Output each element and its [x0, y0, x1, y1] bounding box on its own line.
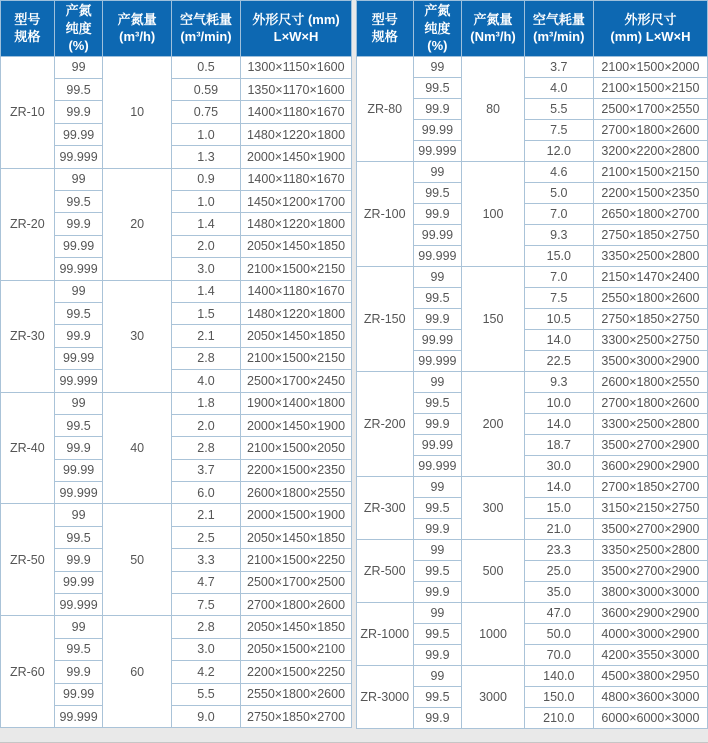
air-consumption-cell: 5.0: [524, 182, 593, 203]
air-consumption-cell: 35.0: [524, 581, 593, 602]
dimensions-cell: 4500×3800×2950: [593, 665, 707, 686]
dimensions-cell: 2600×1800×2550: [241, 482, 352, 504]
dimensions-cell: 2650×1800×2700: [593, 203, 707, 224]
air-consumption-cell: 1.8: [171, 392, 240, 414]
dimensions-cell: 6000×6000×3000: [593, 707, 707, 728]
dimensions-cell: 2100×1500×2150: [241, 347, 352, 369]
model-cell: ZR-300: [357, 476, 414, 539]
dimensions-cell: 1400×1180×1670: [241, 168, 352, 190]
output-cell: 3000: [462, 665, 524, 728]
dimensions-cell: 2700×1850×2700: [593, 476, 707, 497]
purity-cell: 99.9: [413, 518, 462, 539]
purity-cell: 99: [54, 280, 103, 302]
purity-cell: 99.999: [413, 455, 462, 476]
purity-cell: 99.99: [54, 571, 103, 593]
dimensions-cell: 4000×3000×2900: [593, 623, 707, 644]
dimensions-cell: 3600×2900×2900: [593, 602, 707, 623]
column-header: 产氮量 (m³/h): [103, 1, 171, 57]
purity-cell: 99.99: [54, 459, 103, 481]
model-cell: ZR-500: [357, 539, 414, 602]
table-row: [1, 616, 352, 638]
purity-cell: 99.5: [54, 302, 103, 324]
purity-cell: 99: [413, 266, 462, 287]
purity-cell: 99: [413, 602, 462, 623]
dimensions-cell: 2700×1800×2600: [593, 119, 707, 140]
air-consumption-cell: 7.5: [524, 287, 593, 308]
air-consumption-cell: 10.0: [524, 392, 593, 413]
dimensions-cell: 2200×1500×2350: [593, 182, 707, 203]
column-header: 空气耗量 (m³/min): [171, 1, 240, 57]
table-row: [357, 602, 708, 623]
purity-cell: 99.5: [54, 190, 103, 212]
dimensions-cell: 3500×3000×2900: [593, 350, 707, 371]
purity-cell: 99.9: [413, 644, 462, 665]
output-cell: 80: [462, 56, 524, 161]
dimensions-cell: 2700×1800×2600: [593, 392, 707, 413]
air-consumption-cell: 5.5: [171, 683, 240, 705]
air-consumption-cell: 4.2: [171, 661, 240, 683]
dimensions-cell: 2750×1850×2750: [593, 224, 707, 245]
dimensions-cell: 2550×1800×2600: [241, 683, 352, 705]
dimensions-cell: 2100×1500×2000: [593, 56, 707, 77]
purity-cell: 99: [413, 665, 462, 686]
dimensions-cell: 4800×3600×3000: [593, 686, 707, 707]
purity-cell: 99: [413, 371, 462, 392]
dimensions-cell: 3500×2700×2900: [593, 434, 707, 455]
output-cell: 60: [103, 616, 171, 728]
table-row: [1, 504, 352, 526]
air-consumption-cell: 7.0: [524, 203, 593, 224]
dimensions-cell: 1480×1220×1800: [241, 302, 352, 324]
dimensions-cell: 3500×2700×2900: [593, 560, 707, 581]
air-consumption-cell: 2.1: [171, 325, 240, 347]
air-consumption-cell: 25.0: [524, 560, 593, 581]
air-consumption-cell: 0.5: [171, 56, 240, 78]
purity-cell: 99: [413, 539, 462, 560]
air-consumption-cell: 5.5: [524, 98, 593, 119]
purity-cell: 99.999: [54, 705, 103, 727]
purity-cell: 99: [54, 616, 103, 638]
purity-cell: 99.99: [54, 123, 103, 145]
air-consumption-cell: 2.0: [171, 235, 240, 257]
table-row: [1, 280, 352, 302]
air-consumption-cell: 50.0: [524, 623, 593, 644]
purity-cell: 99.999: [54, 482, 103, 504]
purity-cell: 99: [413, 56, 462, 77]
purity-cell: 99.999: [54, 594, 103, 616]
air-consumption-cell: 4.0: [524, 77, 593, 98]
dimensions-cell: 4200×3550×3000: [593, 644, 707, 665]
air-consumption-cell: 10.5: [524, 308, 593, 329]
air-consumption-cell: 2.1: [171, 504, 240, 526]
purity-cell: 99.5: [413, 497, 462, 518]
model-cell: ZR-60: [1, 616, 55, 728]
purity-cell: 99.99: [413, 434, 462, 455]
air-consumption-cell: 18.7: [524, 434, 593, 455]
purity-cell: 99.9: [54, 213, 103, 235]
output-cell: 200: [462, 371, 524, 476]
table-header-left: [1, 1, 352, 57]
dimensions-cell: 2500×1700×2500: [241, 571, 352, 593]
purity-cell: 99.5: [54, 638, 103, 660]
output-cell: 10: [103, 56, 171, 168]
purity-cell: 99.9: [54, 437, 103, 459]
dimensions-cell: 3300×2500×2750: [593, 329, 707, 350]
output-cell: 500: [462, 539, 524, 602]
output-cell: 40: [103, 392, 171, 504]
output-cell: 1000: [462, 602, 524, 665]
air-consumption-cell: 14.0: [524, 476, 593, 497]
dimensions-cell: 1900×1400×1800: [241, 392, 352, 414]
dimensions-cell: 1480×1220×1800: [241, 213, 352, 235]
dimensions-cell: 2700×1800×2600: [241, 594, 352, 616]
table-header-right: [357, 1, 708, 57]
model-cell: ZR-80: [357, 56, 414, 161]
air-consumption-cell: 3.0: [171, 638, 240, 660]
purity-cell: 99.99: [413, 329, 462, 350]
table-row: [357, 161, 708, 182]
air-consumption-cell: 0.59: [171, 79, 240, 101]
air-consumption-cell: 4.6: [524, 161, 593, 182]
dimensions-cell: 1480×1220×1800: [241, 123, 352, 145]
air-consumption-cell: 1.3: [171, 146, 240, 168]
table-row: [1, 56, 352, 78]
output-cell: 30: [103, 280, 171, 392]
dimensions-cell: 2550×1800×2600: [593, 287, 707, 308]
dimensions-cell: 2050×1450×1850: [241, 526, 352, 548]
output-cell: 150: [462, 266, 524, 371]
purity-cell: 99: [54, 168, 103, 190]
air-consumption-cell: 7.0: [524, 266, 593, 287]
column-header: 产氮量 (Nm³/h): [462, 1, 524, 57]
header-row: [1, 1, 352, 57]
model-cell: ZR-1000: [357, 602, 414, 665]
purity-cell: 99.5: [54, 414, 103, 436]
dimensions-cell: 2050×1500×2100: [241, 638, 352, 660]
purity-cell: 99.9: [54, 549, 103, 571]
purity-cell: 99.999: [54, 370, 103, 392]
purity-cell: 99.9: [413, 308, 462, 329]
air-consumption-cell: 6.0: [171, 482, 240, 504]
table-row: [1, 168, 352, 190]
air-consumption-cell: 4.0: [171, 370, 240, 392]
dimensions-cell: 2100×1500×2150: [593, 77, 707, 98]
purity-cell: 99.5: [413, 560, 462, 581]
purity-cell: 99.9: [413, 98, 462, 119]
column-header: 外形尺寸 (mm) L×W×H: [593, 1, 707, 57]
dimensions-cell: 2050×1450×1850: [241, 325, 352, 347]
model-cell: ZR-10: [1, 56, 55, 168]
header-row: [357, 1, 708, 57]
air-consumption-cell: 7.5: [171, 594, 240, 616]
air-consumption-cell: 2.5: [171, 526, 240, 548]
model-cell: ZR-100: [357, 161, 414, 266]
purity-cell: 99: [413, 161, 462, 182]
purity-cell: 99.99: [54, 347, 103, 369]
air-consumption-cell: 2.0: [171, 414, 240, 436]
column-header: 空气耗量 (m³/min): [524, 1, 593, 57]
dimensions-cell: 2050×1450×1850: [241, 616, 352, 638]
air-consumption-cell: 21.0: [524, 518, 593, 539]
air-consumption-cell: 2.8: [171, 616, 240, 638]
column-header: 型号 规格: [357, 1, 414, 57]
purity-cell: 99.99: [54, 235, 103, 257]
column-header: 外形尺寸 (mm) L×W×H: [241, 1, 352, 57]
table-row: [357, 371, 708, 392]
dimensions-cell: 2500×1700×2450: [241, 370, 352, 392]
air-consumption-cell: 12.0: [524, 140, 593, 161]
dimensions-cell: 2600×1800×2550: [593, 371, 707, 392]
dimensions-cell: 2000×1450×1900: [241, 146, 352, 168]
dimensions-cell: 2000×1500×1900: [241, 504, 352, 526]
dimensions-cell: 1450×1200×1700: [241, 190, 352, 212]
air-consumption-cell: 3.7: [524, 56, 593, 77]
dimensions-cell: 2100×1500×2150: [593, 161, 707, 182]
column-header: 产氮 纯度 (%): [54, 1, 103, 57]
air-consumption-cell: 150.0: [524, 686, 593, 707]
air-consumption-cell: 14.0: [524, 329, 593, 350]
purity-cell: 99.5: [54, 526, 103, 548]
dimensions-cell: 3300×2500×2800: [593, 413, 707, 434]
purity-cell: 99.5: [413, 77, 462, 98]
purity-cell: 99.999: [413, 350, 462, 371]
dimensions-cell: 2750×1850×2700: [241, 705, 352, 727]
model-cell: ZR-150: [357, 266, 414, 371]
air-consumption-cell: 9.3: [524, 224, 593, 245]
purity-cell: 99.9: [54, 325, 103, 347]
purity-cell: 99.999: [54, 146, 103, 168]
air-consumption-cell: 3.3: [171, 549, 240, 571]
dimensions-cell: 2100×1500×2250: [241, 549, 352, 571]
column-header: 型号 规格: [1, 1, 55, 57]
air-consumption-cell: 3.0: [171, 258, 240, 280]
output-cell: 50: [103, 504, 171, 616]
model-cell: ZR-50: [1, 504, 55, 616]
dimensions-cell: 1300×1150×1600: [241, 56, 352, 78]
dimensions-cell: 3150×2150×2750: [593, 497, 707, 518]
dimensions-cell: 1400×1180×1670: [241, 101, 352, 123]
dimensions-cell: 2100×1500×2150: [241, 258, 352, 280]
table-row: [357, 665, 708, 686]
dimensions-cell: 3200×2200×2800: [593, 140, 707, 161]
dimensions-cell: 2050×1450×1850: [241, 235, 352, 257]
model-cell: ZR-3000: [357, 665, 414, 728]
dimensions-cell: 2750×1850×2750: [593, 308, 707, 329]
output-cell: 100: [462, 161, 524, 266]
air-consumption-cell: 30.0: [524, 455, 593, 476]
air-consumption-cell: 140.0: [524, 665, 593, 686]
model-cell: ZR-20: [1, 168, 55, 280]
output-cell: 20: [103, 168, 171, 280]
air-consumption-cell: 1.5: [171, 302, 240, 324]
table-body-left: [1, 56, 352, 728]
purity-cell: 99.9: [54, 101, 103, 123]
air-consumption-cell: 15.0: [524, 497, 593, 518]
purity-cell: 99: [413, 476, 462, 497]
dimensions-cell: 2100×1500×2050: [241, 437, 352, 459]
purity-cell: 99.99: [413, 119, 462, 140]
air-consumption-cell: 1.0: [171, 123, 240, 145]
table-body-right: [357, 56, 708, 728]
dimensions-cell: 3350×2500×2800: [593, 539, 707, 560]
air-consumption-cell: 22.5: [524, 350, 593, 371]
output-cell: 300: [462, 476, 524, 539]
model-cell: ZR-30: [1, 280, 55, 392]
table-row: [357, 476, 708, 497]
table-row: [357, 56, 708, 77]
purity-cell: 99.9: [54, 661, 103, 683]
purity-cell: 99.999: [413, 245, 462, 266]
table-row: [357, 539, 708, 560]
spec-table-left: [0, 0, 352, 728]
air-consumption-cell: 15.0: [524, 245, 593, 266]
purity-cell: 99.5: [413, 287, 462, 308]
air-consumption-cell: 7.5: [524, 119, 593, 140]
air-consumption-cell: 1.4: [171, 280, 240, 302]
dimensions-cell: 2200×1500×2250: [241, 661, 352, 683]
purity-cell: 99.999: [54, 258, 103, 280]
purity-cell: 99.9: [413, 581, 462, 602]
model-cell: ZR-40: [1, 392, 55, 504]
purity-cell: 99.5: [413, 392, 462, 413]
table-row: [1, 392, 352, 414]
table-row: [357, 266, 708, 287]
dimensions-cell: 2500×1700×2550: [593, 98, 707, 119]
air-consumption-cell: 0.75: [171, 101, 240, 123]
air-consumption-cell: 3.7: [171, 459, 240, 481]
purity-cell: 99.9: [413, 413, 462, 434]
purity-cell: 99.99: [413, 224, 462, 245]
dimensions-cell: 2000×1450×1900: [241, 414, 352, 436]
purity-cell: 99.5: [413, 686, 462, 707]
dimensions-cell: 3500×2700×2900: [593, 518, 707, 539]
purity-cell: 99: [54, 504, 103, 526]
purity-cell: 99.999: [413, 140, 462, 161]
spec-table-right: [356, 0, 708, 729]
dimensions-cell: 3800×3000×3000: [593, 581, 707, 602]
dimensions-cell: 1350×1170×1600: [241, 79, 352, 101]
purity-cell: 99.99: [54, 683, 103, 705]
purity-cell: 99.5: [413, 623, 462, 644]
air-consumption-cell: 14.0: [524, 413, 593, 434]
purity-cell: 99.5: [413, 182, 462, 203]
model-cell: ZR-200: [357, 371, 414, 476]
air-consumption-cell: 9.0: [171, 705, 240, 727]
air-consumption-cell: 0.9: [171, 168, 240, 190]
purity-cell: 99: [54, 392, 103, 414]
dimensions-cell: 1400×1180×1670: [241, 280, 352, 302]
dimensions-cell: 2150×1470×2400: [593, 266, 707, 287]
air-consumption-cell: 4.7: [171, 571, 240, 593]
air-consumption-cell: 9.3: [524, 371, 593, 392]
purity-cell: 99.9: [413, 707, 462, 728]
air-consumption-cell: 1.0: [171, 190, 240, 212]
purity-cell: 99.5: [54, 79, 103, 101]
column-header: 产氮 纯度 (%): [413, 1, 462, 57]
purity-cell: 99.9: [413, 203, 462, 224]
air-consumption-cell: 70.0: [524, 644, 593, 665]
air-consumption-cell: 1.4: [171, 213, 240, 235]
air-consumption-cell: 47.0: [524, 602, 593, 623]
dimensions-cell: 2200×1500×2350: [241, 459, 352, 481]
air-consumption-cell: 2.8: [171, 437, 240, 459]
air-consumption-cell: 2.8: [171, 347, 240, 369]
air-consumption-cell: 23.3: [524, 539, 593, 560]
air-consumption-cell: 210.0: [524, 707, 593, 728]
dimensions-cell: 3350×2500×2800: [593, 245, 707, 266]
dimensions-cell: 3600×2900×2900: [593, 455, 707, 476]
purity-cell: 99: [54, 56, 103, 78]
